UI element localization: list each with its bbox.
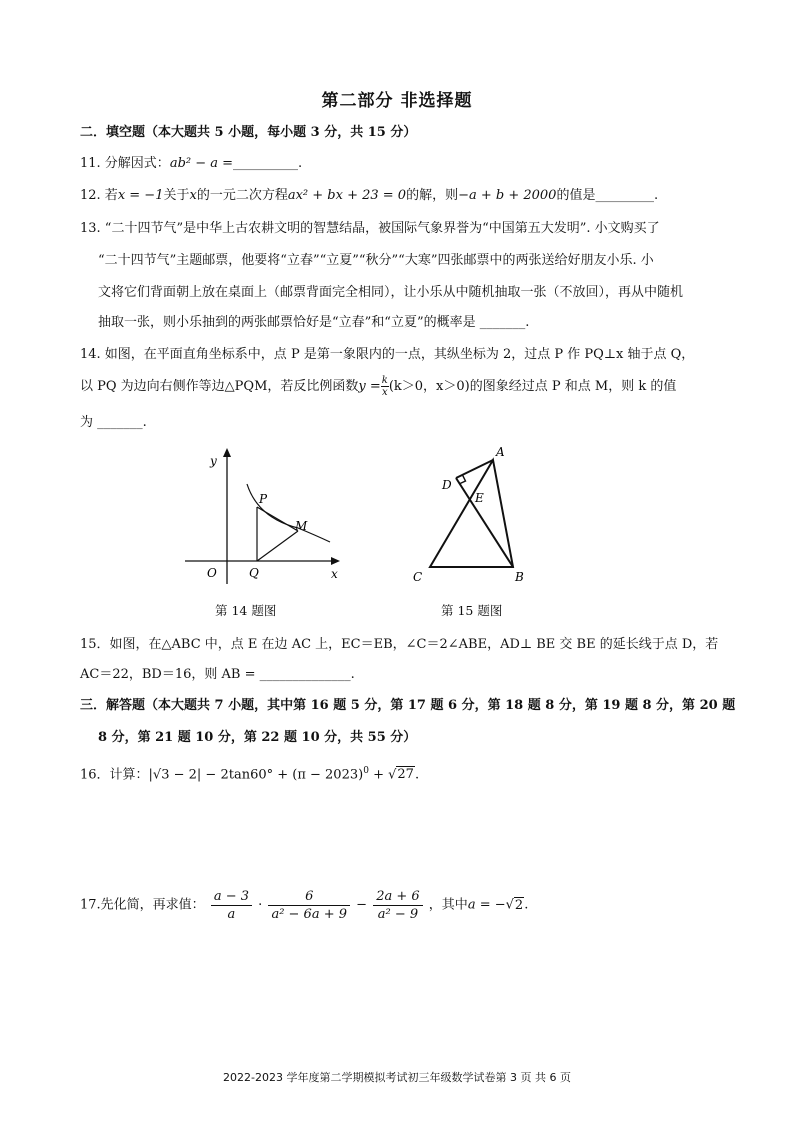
fig14-label-x: x [331, 567, 338, 581]
fig14-segment-qm [257, 531, 298, 561]
fig14-label-m: M [295, 519, 308, 533]
q11-prefix: 11. 分解因式： [80, 156, 170, 171]
fig15-label-d: D [442, 478, 452, 492]
q16-exponent: 0 [363, 766, 369, 776]
q16-expr-b: + [368, 767, 389, 783]
question-17 [80, 888, 528, 923]
fig15-triangle-abc [430, 460, 513, 567]
fig14-label-y: y [210, 454, 217, 468]
q14-line1: 14. 如图，在平面直角坐标系中，点 P 是第一象限内的一点，其纵坐标为 2，过点 P 作 PQ⊥x 轴于点 Q， [80, 347, 695, 362]
q13-line4 [98, 314, 529, 332]
fig14-y-arrow [223, 448, 231, 457]
fig14-x-arrow [331, 557, 340, 565]
q15-line2-a: AC＝22，BD＝16，则 AB = [80, 667, 256, 682]
q15-line2 [80, 666, 355, 684]
q17-f2-num: 6 [268, 888, 350, 906]
q16-end: . [414, 767, 420, 783]
question-12 [80, 187, 658, 205]
q14-blank: _______ [97, 415, 143, 430]
q13-line2: “二十四节气”主题邮票，他要将“立春”“立夏”“秋分”“大寒”四张邮票中的两张送给好朋友小乐. 小 [98, 253, 654, 268]
q12-end: . [653, 188, 659, 203]
q12-mid1: 关于 [163, 188, 190, 203]
q17-f3-num: 2a + 6 [373, 888, 422, 906]
q15-end: . [350, 667, 355, 682]
q15-line1: 15．如图，在△ABC 中，点 E 在边 AC 上，EC＝EB，∠C＝2∠ABE，AD⊥ BE 交 BE 的延长线于点 D，若 [80, 637, 719, 652]
q17-end: . [524, 897, 529, 913]
section3-heading-line1: 三．解答题（本大题共 7 小题，其中第 16 题 5 分，第 17 题 6 分，第 18 题 8 分，第 19 题 8 分，第 20 题 [80, 698, 736, 713]
q17-cond-sqrt: 2 [514, 897, 524, 913]
question-11 [80, 155, 302, 173]
q11-end: . [298, 156, 303, 171]
figure-15 [405, 440, 535, 590]
q17-f1-den: a [227, 907, 236, 922]
q17-f3-den: a² − 9 [377, 907, 419, 922]
fig15-label-a: A [496, 445, 505, 459]
q17-fraction-2 [268, 888, 350, 923]
q12-expr: −a + b + 2000 [458, 188, 557, 203]
q17-fraction-3 [373, 888, 422, 923]
q14-line2 [80, 375, 676, 398]
q17-fraction-1 [211, 888, 252, 923]
q11-blank: __________ [233, 156, 299, 171]
q13-end: . [525, 315, 530, 330]
part-title: 第二部分 非选择题 [321, 91, 473, 111]
q14-line2-a: 以 PQ 为边向右侧作等边△PQM，若反比例函数 [80, 379, 359, 394]
q12-suffix: 的值是 [556, 188, 596, 203]
fig15-label-b: B [515, 570, 524, 584]
q15-blank: ______________ [259, 667, 351, 682]
q11-expr: ab² − a = [169, 156, 234, 171]
section3-heading-line2: 8 分，第 21 题 10 分，第 22 题 10 分，共 55 分） [98, 730, 417, 745]
q16-prefix: 16．计算： [80, 767, 149, 783]
q16-sqrt-arg: 27 [397, 767, 414, 783]
fig15-label-e: E [475, 491, 484, 505]
question-16 [80, 762, 419, 784]
q13-line3: 文将它们背面朝上放在桌面上（邮票背面完全相同），让小乐从中随机抽取一张（不放回），再从中随机 [98, 285, 684, 300]
q17-dot: · [258, 897, 263, 913]
fig14-label-p: P [259, 492, 268, 506]
figure-14 [180, 446, 350, 586]
fig14-segment-pm [257, 507, 298, 531]
q12-prefix: 12. 若 [80, 188, 118, 203]
q13-line4-text: 抽取一张，则小乐抽到的两张邮票恰好是“立春”和“立夏”的概率是 [98, 315, 476, 330]
q14-func-cond: (k＞0，x＞0) [388, 379, 470, 394]
fig14-label-o: O [207, 566, 217, 580]
q17-minus: − [356, 897, 368, 913]
page-footer: 2022-2023 学年度第二学期模拟考试初三年级数学试卷第 3 页 共 6 页 [223, 1071, 571, 1084]
q14-line3-a: 为 [80, 415, 94, 430]
q13-blank: _______ [479, 315, 526, 330]
q14-line2-b: 的图象经过点 P 和点 M，则 k 的值 [469, 379, 677, 394]
q12-eq: ax² + bx + 23 = 0 [287, 188, 407, 203]
q17-f1-num: a − 3 [211, 888, 252, 906]
q14-fraction [381, 375, 389, 398]
q16-expr-a: |√3 − 2| − 2tan60° + (π − 2023) [148, 767, 364, 783]
q14-func-lhs: y = [358, 379, 381, 394]
q13-line1: 13. “二十四节气”是中华上古农耕文明的智慧结晶，被国际气象界誉为“中国第五大发明”. 小文购买了 [80, 221, 660, 236]
q12-var: x [189, 188, 197, 203]
fig15-label-c: C [413, 570, 423, 584]
q12-mid3: 的解，则 [406, 188, 459, 203]
q14-line3 [80, 414, 147, 432]
q17-prefix: 17.先化简，再求值： [80, 897, 205, 913]
q12-mid2: 的一元二次方程 [196, 188, 288, 203]
fig15-caption: 第 15 题图 [441, 603, 503, 618]
section2-heading: 二．填空题（本大题共 5 小题，每小题 3 分，共 15 分） [80, 125, 417, 140]
fig14-label-q: Q [249, 566, 259, 580]
q12-blank: _________ [595, 188, 654, 203]
q17-f2-den: a² − 6a + 9 [271, 907, 348, 922]
fig14-caption: 第 14 题图 [215, 603, 277, 618]
q12-cond: x = −1 [117, 188, 164, 203]
q16-sqrt-sign: √ [388, 767, 397, 783]
q14-end: . [142, 415, 147, 430]
q17-cond-lhs: a = − [467, 897, 506, 913]
q14-frac-den: x [381, 387, 388, 398]
q17-sqrt-sign: √ [505, 897, 514, 913]
q14-frac-num: k [381, 375, 388, 386]
q17-where: ，其中 [428, 897, 468, 913]
